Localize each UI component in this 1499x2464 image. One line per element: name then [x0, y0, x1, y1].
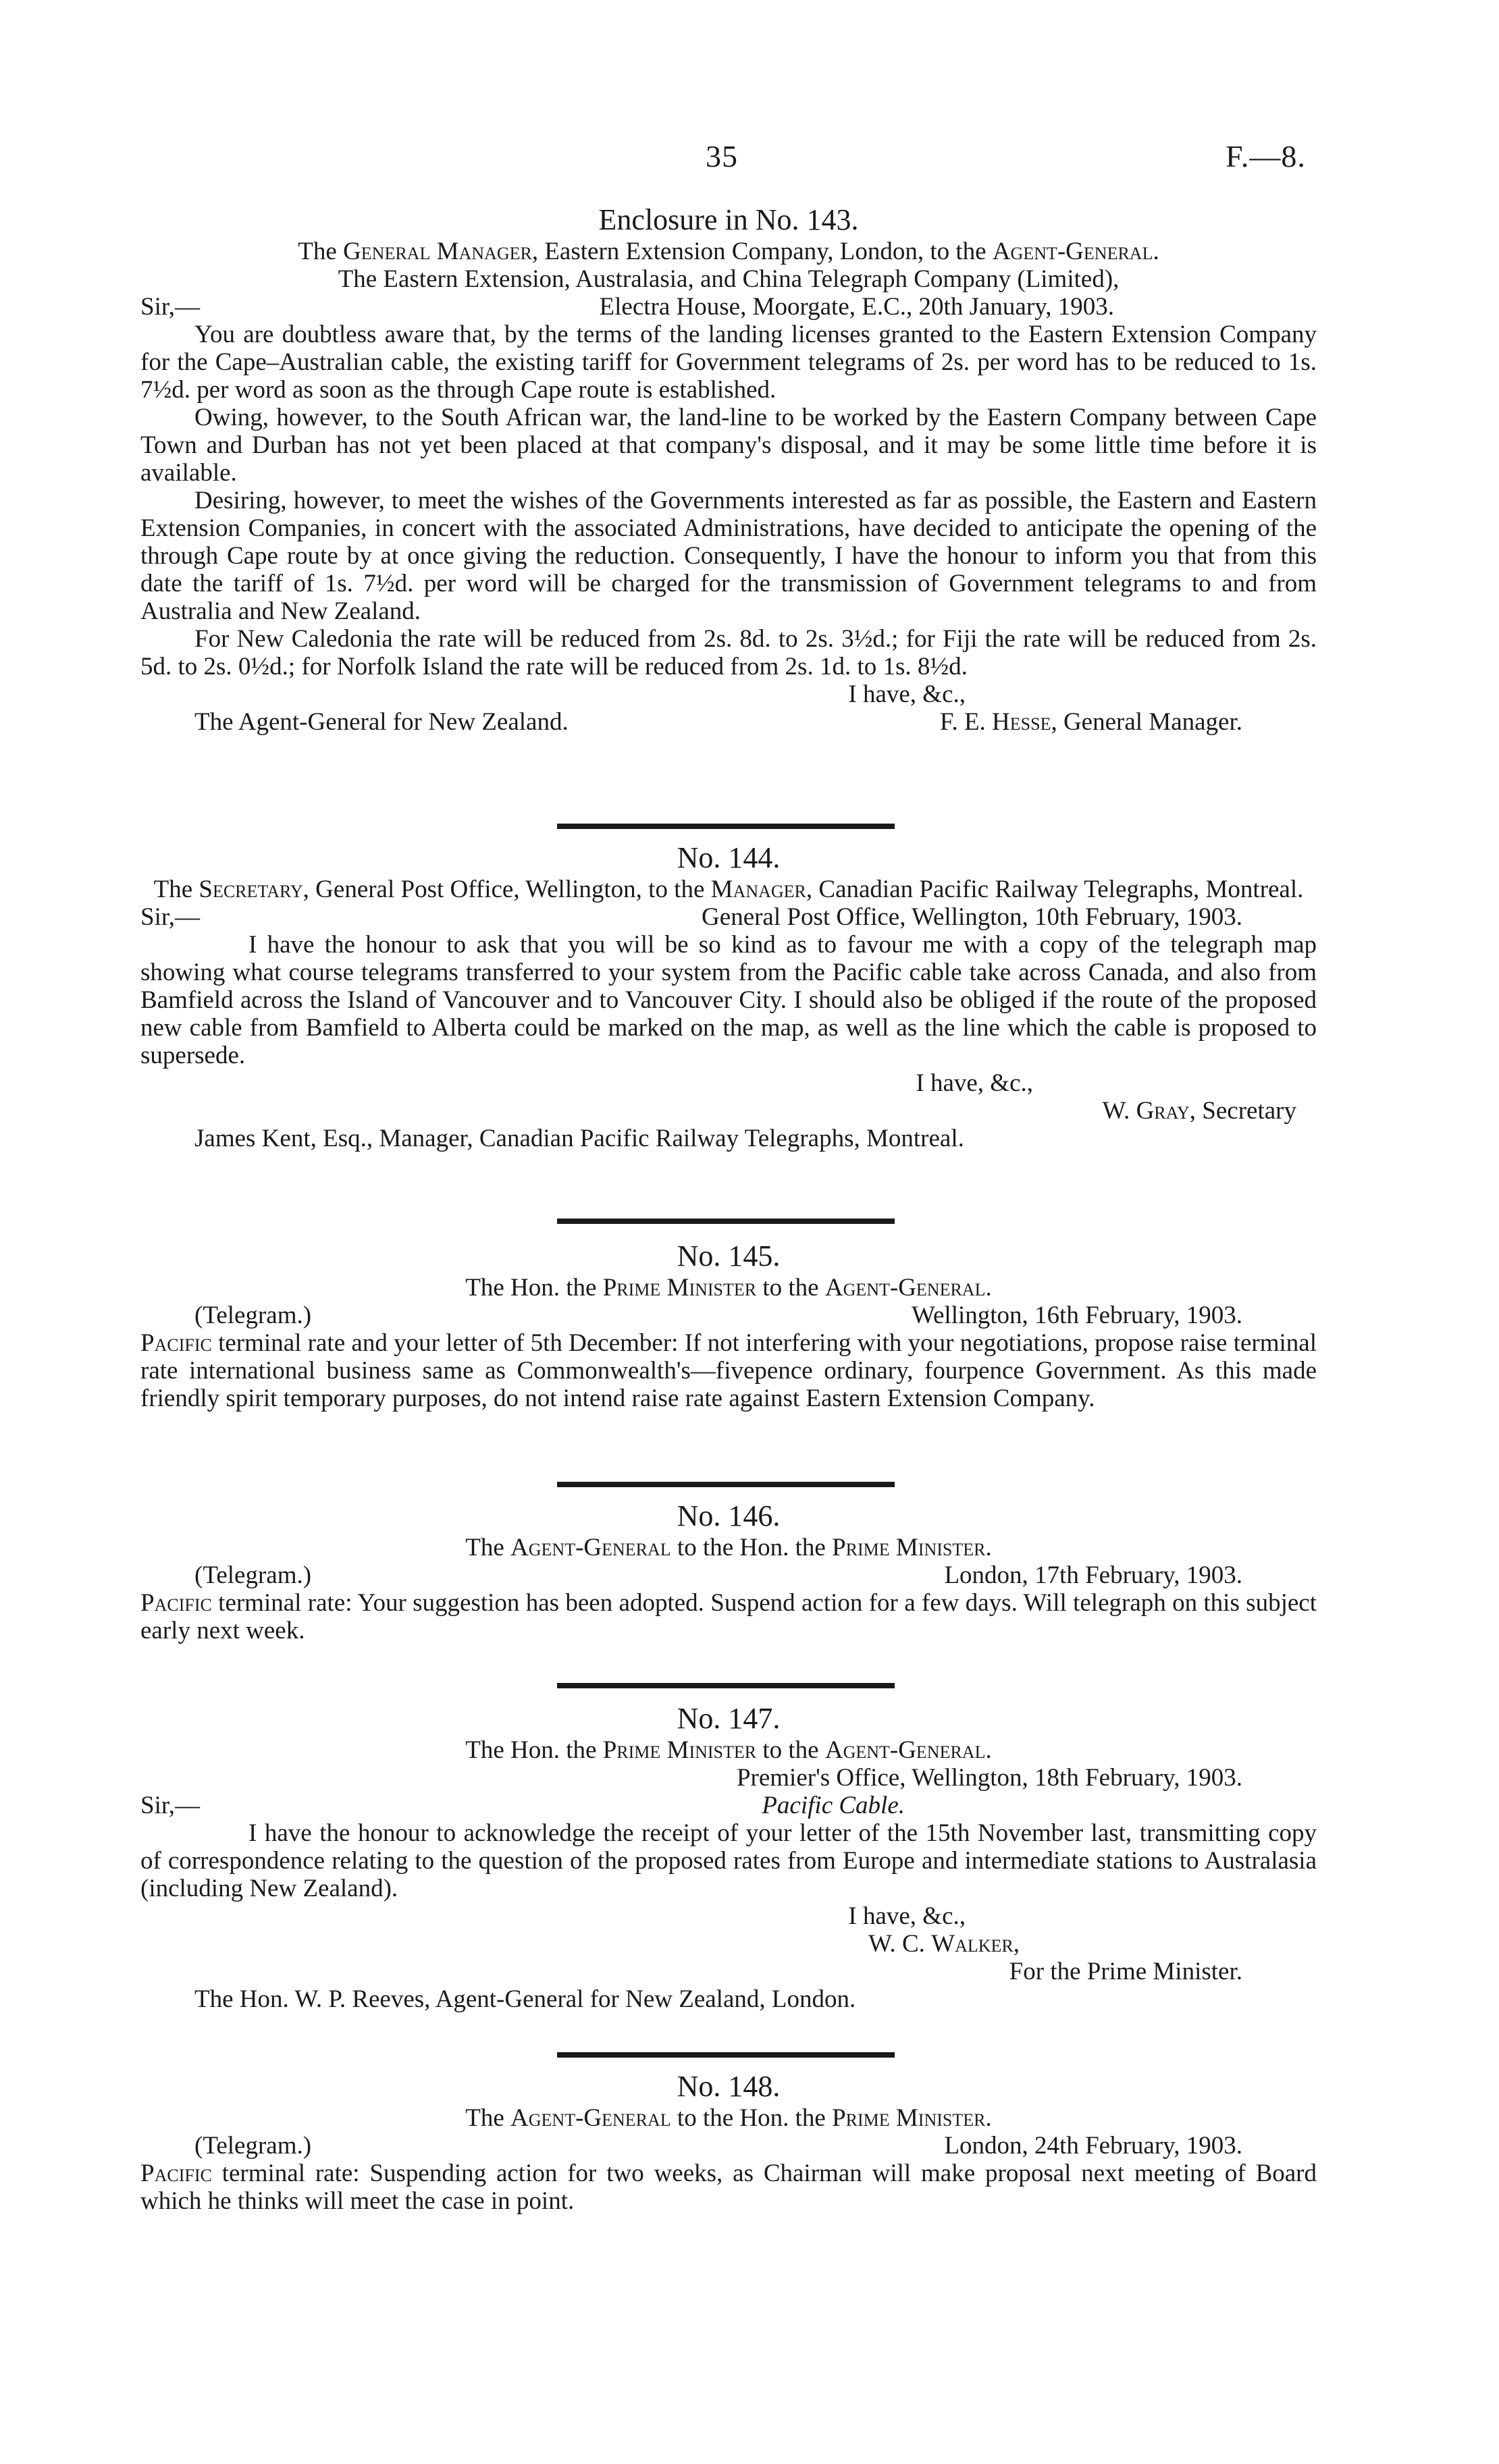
- section-divider: [557, 1218, 895, 1224]
- section-146: [140, 1499, 1317, 1644]
- paragraph: I have the honour to ask that you will be so kind as to favour me with a copy of the telegraph map showing what course telegrams transferred to your system from the Pacific cable take across Canada, and also from Bamfield across the Island of Vancouver and to Vancouver City. I should also be obliged if the route of the proposed new cable from Bamfield to Alberta could be marked on the map, as well as the line which the cable is proposed to supersede.: [140, 931, 1317, 1069]
- salutation-subject-row: [140, 1792, 1317, 1819]
- paragraph: Owing, however, to the South African war, the land-line to be worked by the Eastern Company between Cape Town and Durban has not yet been placed at that company's disposal, and it may be some little time before it is available.: [140, 404, 1317, 487]
- paragraph: For New Caledonia the rate will be reduced from 2s. 8d. to 2s. 3½d.; for Fiji the rate will be reduced from 2s. 5d. to 2s. 0½d.; for Norfolk Island the rate will be reduced from 2s. 1d. to 1s. 8½d.: [140, 625, 1317, 680]
- addressee: James Kent, Esq., Manager, Canadian Pacific Railway Telegraphs, Montreal.: [194, 1125, 964, 1152]
- signature: F. E. Hesse, General Manager.: [939, 708, 1242, 736]
- salutation: Sir,—: [140, 293, 200, 321]
- section-title: No. 145.: [677, 1239, 781, 1273]
- addressee-signature-row: [140, 708, 1317, 736]
- place-date: London, 17th February, 1903.: [944, 1561, 1242, 1589]
- telegram-body: Pacific terminal rate and your letter of 5th December: If not interfering with your negotiations, propose raise terminal rate international business same as Commonwealth's—fivepence ordinary, fourpence Government. As this made friendly spirit temporary purposes, do not intend raise rate against Eastern Extension Company.: [140, 1329, 1317, 1412]
- telegram-body: Pacific terminal rate: Your suggestion has been adopted. Suspend action for a few days. Will telegraph on this subject early next week.: [140, 1589, 1317, 1644]
- address-line: General Post Office, Wellington, 10th February, 1903.: [702, 903, 1242, 931]
- from-to-line: The General Manager, Eastern Extension Company, London, to the Agent-General.: [298, 238, 1159, 265]
- section-144: [140, 840, 1317, 1152]
- section-148: [140, 2069, 1317, 2215]
- place-date: London, 24th February, 1903.: [944, 2132, 1242, 2160]
- from-to-line: The Agent-General to the Hon. the Prime Minister.: [465, 1534, 992, 1561]
- page-number: 35: [706, 139, 738, 173]
- telegram-row: [140, 2132, 1317, 2160]
- section-145: [140, 1239, 1317, 1412]
- telegram-row: [140, 1561, 1317, 1589]
- section-divider: [557, 824, 895, 829]
- section-divider: [557, 1683, 895, 1688]
- from-to-line: The Secretary, General Post Office, Wellington, to the Manager, Canadian Pacific Railway Telegraphs, Montreal.: [153, 876, 1304, 903]
- from-to-line: The Hon. the Prime Minister to the Agent-General.: [465, 1736, 992, 1764]
- telegram-label: (Telegram.): [194, 1561, 312, 1589]
- section-title: No. 147.: [677, 1702, 781, 1735]
- salutation-address-row: [140, 903, 1317, 931]
- section-divider: [557, 1482, 895, 1487]
- telegram-row: [140, 1302, 1317, 1329]
- paragraph: I have the honour to acknowledge the receipt of your letter of the 15th November last, transmitting copy of correspondence relating to the question of the proposed rates from Europe and intermediate stations to Australasia (including New Zealand).: [140, 1819, 1317, 1902]
- salutation: Sir,—: [140, 1792, 200, 1819]
- address-line: Premier's Office, Wellington, 18th February, 1903.: [736, 1764, 1242, 1792]
- place-date: Wellington, 16th February, 1903.: [912, 1302, 1242, 1329]
- section-title: No. 146.: [677, 1499, 781, 1532]
- subject: Pacific Cable.: [762, 1792, 905, 1819]
- addressee: The Agent-General for New Zealand.: [194, 708, 569, 736]
- enclosure-143: [140, 203, 1317, 736]
- section-divider: [557, 2052, 895, 2058]
- company-line: The Eastern Extension, Australasia, and China Telegraph Company (Limited),: [338, 265, 1120, 293]
- salutation: Sir,—: [140, 903, 200, 931]
- signature: W. Gray, Secretary: [1102, 1097, 1296, 1125]
- signature: W. C. Walker,: [868, 1930, 1020, 1958]
- telegram-label: (Telegram.): [194, 2132, 312, 2160]
- closing: I have, &c.,: [916, 1069, 1033, 1097]
- section-title: No. 148.: [677, 2070, 781, 2103]
- salutation-address-row: [140, 293, 1317, 321]
- telegram-label: (Telegram.): [194, 1302, 312, 1329]
- from-to-line: The Hon. the Prime Minister to the Agent-General.: [465, 1274, 992, 1302]
- from-to-line: The Agent-General to the Hon. the Prime Minister.: [465, 2104, 992, 2132]
- telegram-body: Pacific terminal rate: Suspending action for two weeks, as Chairman will make proposal next meeting of Board which he thinks will meet the case in point.: [140, 2160, 1317, 2215]
- section-title: Enclosure in No. 143.: [598, 203, 859, 236]
- address-line: Electra House, Moorgate, E.C., 20th January, 1903.: [599, 293, 1114, 321]
- paper-reference: F.—8.: [1226, 139, 1306, 173]
- section-title: No. 144.: [677, 841, 781, 874]
- paragraph: You are doubtless aware that, by the terms of the landing licenses granted to the Eastern Extension Company for the Cape–Australian cable, the existing tariff for Government telegrams of 2s. per word has to be reduced to 1s. 7½d. per word as soon as the through Cape route is established.: [140, 321, 1317, 404]
- addressee: The Hon. W. P. Reeves, Agent-General for New Zealand, London.: [194, 1985, 856, 2013]
- closing: I have, &c.,: [848, 680, 966, 708]
- paragraph: Desiring, however, to meet the wishes of the Governments interested as far as possible, the Eastern and Eastern Extension Companies, in concert with the associated Administrations, have decided to anticipate the opening of the through Cape route by at once giving the reduction. Consequently, I have the honour to inform you that from this date the tariff of 1s. 7½d. per word will be charged for the transmission of Government telegrams to and from Australia and New Zealand.: [140, 487, 1317, 625]
- closing: I have, &c.,: [848, 1902, 966, 1930]
- signature-role: For the Prime Minister.: [1009, 1958, 1242, 1985]
- section-147: [140, 1701, 1317, 2013]
